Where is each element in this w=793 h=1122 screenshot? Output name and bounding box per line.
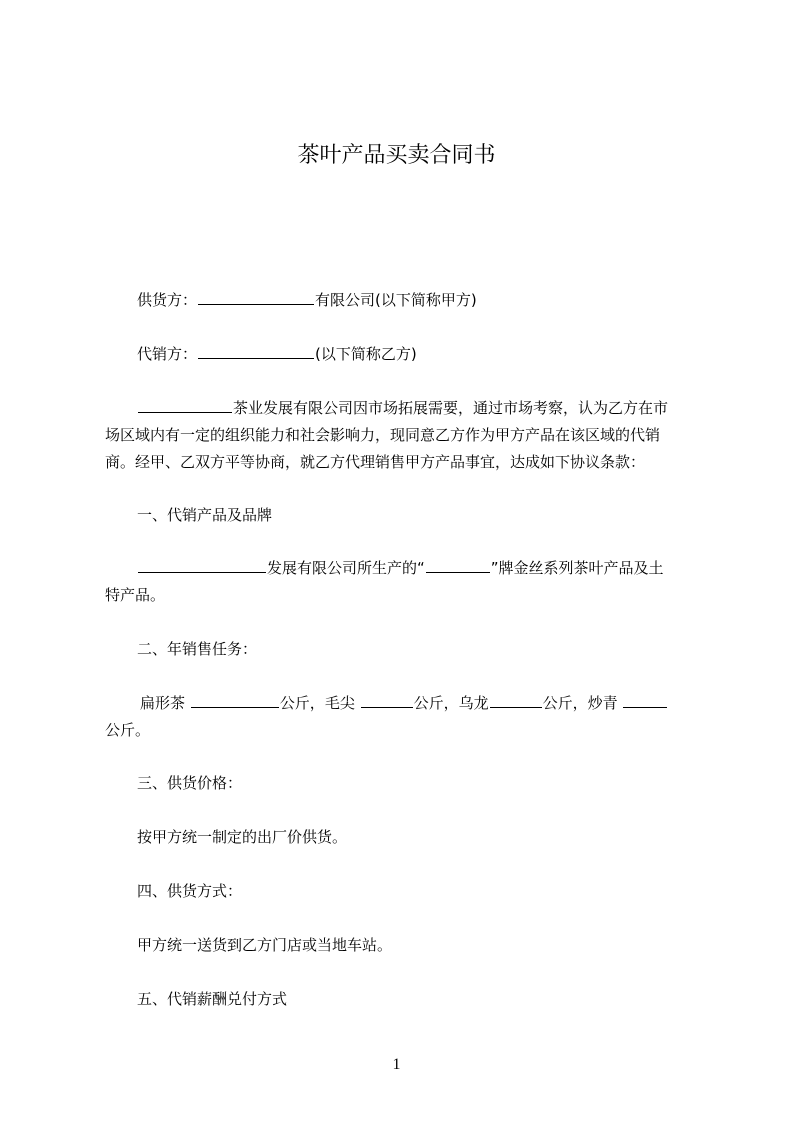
agent-line [137, 343, 417, 365]
item-chaoqing: 炒青 [587, 694, 618, 712]
section4-text: 甲方统一送货到乙方门店或当地车站。 [137, 936, 393, 954]
oolong-qty-blank [490, 693, 542, 708]
agent-label: 代销方： [137, 345, 198, 363]
supplier-line [137, 289, 477, 311]
document-title: 茶叶产品买卖合同书 [297, 143, 496, 168]
section1-text-b: ”牌金丝系列茶叶产品及土 [490, 559, 664, 577]
company-name-blank [138, 398, 232, 413]
section1-text-a: 发展有限公司所生产的“ [267, 559, 425, 577]
intro-line-1 [137, 397, 668, 419]
intro-text-1: 茶业发展有限公司因市场拓展需要，通过市场考察，认为乙方在市 [233, 399, 669, 417]
brand-blank [426, 558, 490, 573]
chaoqing-qty-blank [623, 693, 667, 708]
section2-line-1 [140, 692, 668, 714]
section-heading-2: 二、年销售任务： [137, 640, 258, 658]
page-number: 1 [392, 1056, 401, 1073]
supplier-name-blank [198, 290, 314, 305]
item-maojian: 毛尖 [324, 694, 355, 712]
unit-1: 公斤， [279, 694, 325, 712]
agent-name-blank [198, 344, 314, 359]
item-flat-tea: 扁形茶 [140, 694, 186, 712]
section1-line-1 [137, 557, 664, 579]
flat-tea-qty-blank [191, 693, 279, 708]
intro-line-3: 商。经甲、乙双方平等协商，就乙方代理销售甲方产品事宜，达成如下协议条款： [105, 453, 646, 471]
unit-3: 公斤， [542, 694, 588, 712]
supplier-label: 供货方： [137, 291, 198, 309]
section-heading-5: 五、代销薪酬兑付方式 [137, 990, 288, 1008]
unit-2: 公斤， [413, 694, 459, 712]
section1-line-2: 特产品。 [105, 586, 166, 604]
section3-text: 按甲方统一制定的出厂价供货。 [137, 828, 348, 846]
maojian-qty-blank [361, 693, 413, 708]
item-oolong: 乌龙 [458, 694, 489, 712]
section-heading-4: 四、供货方式： [137, 882, 243, 900]
agent-suffix: (以下简称乙方) [315, 345, 417, 363]
section2-line-2: 公斤。 [105, 721, 151, 739]
producer-blank [138, 558, 266, 573]
section-heading-3: 三、供货价格： [137, 774, 243, 792]
intro-line-2: 场区域内有一定的组织能力和社会影响力，现同意乙方作为甲方产品在该区域的代销 [105, 426, 661, 444]
section-heading-1: 一、代销产品及品牌 [137, 506, 273, 524]
supplier-suffix: 有限公司(以下简称甲方) [315, 291, 477, 309]
